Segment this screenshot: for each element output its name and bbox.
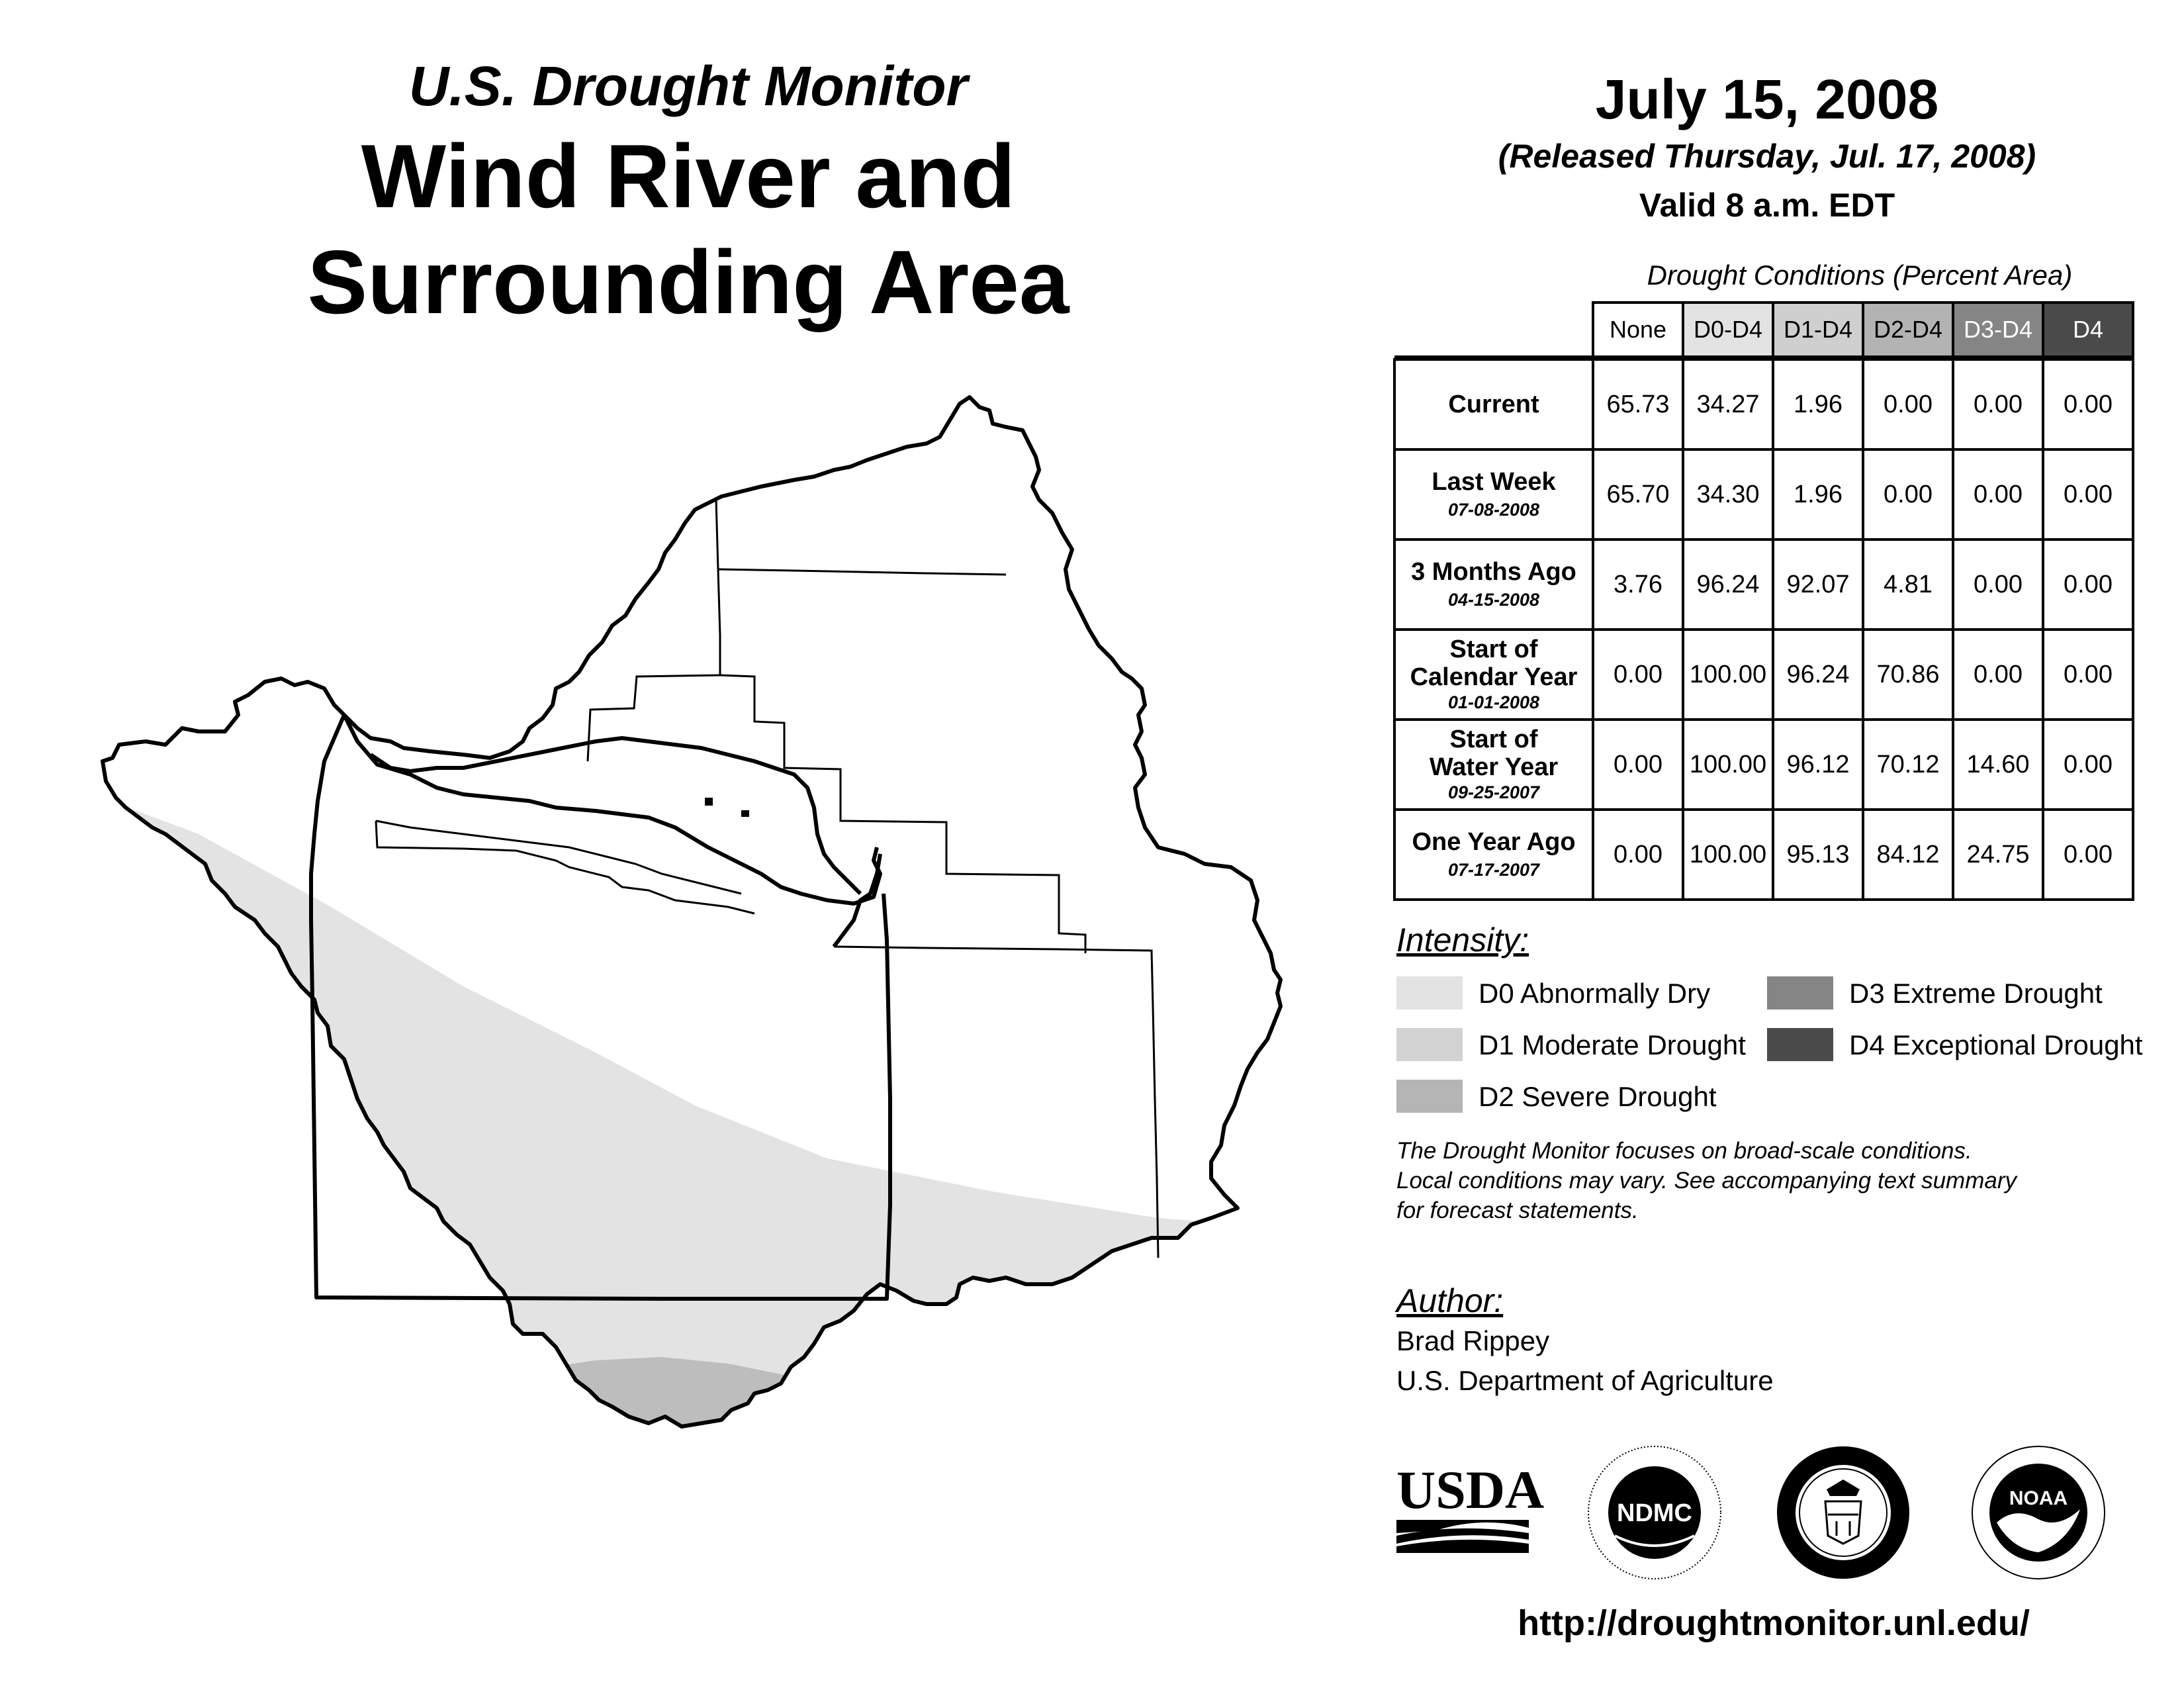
noaa-logo xyxy=(1969,1443,2108,1582)
map-header xyxy=(132,53,1244,335)
row-label-line2: Calendar Year xyxy=(1410,663,1578,691)
table-cell: 100.00 xyxy=(1683,720,1773,810)
table-cell: 70.12 xyxy=(1863,720,1953,810)
author-organization: U.S. Department of Agriculture xyxy=(1396,1365,1774,1396)
table-cell: 24.75 xyxy=(1953,810,2043,900)
legend-swatch-d4 xyxy=(1767,1028,1833,1061)
table-cell: 0.00 xyxy=(1863,359,1953,449)
table-cell: 0.00 xyxy=(1593,720,1683,810)
table-row xyxy=(1394,539,2133,630)
table-cell: 70.86 xyxy=(1863,630,1953,720)
table-cell: 100.00 xyxy=(1683,810,1773,900)
table-cell: 0.00 xyxy=(1953,630,2043,720)
note-line: The Drought Monitor focuses on broad-scale conditions. xyxy=(1396,1138,1972,1164)
legend-title: Intensity: xyxy=(1396,921,1529,959)
table-cell: 0.00 xyxy=(2043,449,2133,539)
row-label: Start of xyxy=(1449,635,1538,663)
column-header-none: None xyxy=(1593,303,1683,357)
table-cell: 34.30 xyxy=(1683,449,1773,539)
map-subtitle: U.S. Drought Monitor xyxy=(408,55,968,117)
table-cell: 1.96 xyxy=(1773,449,1863,539)
table-cell: 92.07 xyxy=(1773,539,1863,630)
row-header-one-year-ago xyxy=(1394,810,1593,900)
table-cell: 0.00 xyxy=(2043,539,2133,630)
row-header-last-week xyxy=(1394,449,1593,539)
table-cell: 96.24 xyxy=(1683,539,1773,630)
department-of-commerce-seal xyxy=(1774,1443,1913,1582)
valid-time: Valid 8 a.m. EDT xyxy=(1639,187,1895,224)
table-cell: 100.00 xyxy=(1683,630,1773,720)
table-corner xyxy=(1394,303,1593,357)
disclaimer-note xyxy=(1396,1136,2164,1225)
drought-conditions-table xyxy=(1393,301,2134,901)
row-label: One Year Ago xyxy=(1412,828,1576,856)
table-cell: 4.81 xyxy=(1863,539,1953,630)
table-cell: 96.24 xyxy=(1773,630,1863,720)
table-cell: 1.96 xyxy=(1773,359,1863,449)
table-header-row xyxy=(1394,303,2133,357)
table-cell: 0.00 xyxy=(1863,449,1953,539)
column-header-d4: D4 xyxy=(2043,303,2133,357)
legend-label-d4: D4 Exceptional Drought xyxy=(1849,1029,2143,1060)
table-row xyxy=(1394,630,2133,720)
table-cell: 0.00 xyxy=(1593,810,1683,900)
row-date: 04-15-2008 xyxy=(1447,590,1540,610)
ndmc-logo xyxy=(1585,1443,1724,1582)
row-label-line2: Water Year xyxy=(1429,753,1559,781)
map-title-line2: Surrounding Area xyxy=(307,232,1069,332)
release-date: (Released Thursday, Jul. 17, 2008) xyxy=(1498,138,2036,175)
row-label: Current xyxy=(1448,391,1539,418)
row-header-3-months-ago xyxy=(1394,539,1593,630)
column-header-d3-d4: D3-D4 xyxy=(1953,303,2043,357)
row-date: 09-25-2007 xyxy=(1447,782,1540,802)
legend-swatch-d0 xyxy=(1396,976,1463,1009)
row-date: 01-01-2008 xyxy=(1447,692,1540,712)
table-row xyxy=(1394,720,2133,810)
table-cell: 0.00 xyxy=(2043,359,2133,449)
table-cell: 3.76 xyxy=(1593,539,1683,630)
table-cell: 65.70 xyxy=(1593,449,1683,539)
column-header-d2-d4: D2-D4 xyxy=(1863,303,1953,357)
usda-logo-text: USDA xyxy=(1396,1460,1545,1520)
row-date: 07-17-2007 xyxy=(1447,860,1540,880)
row-date: 07-08-2008 xyxy=(1447,500,1540,520)
legend xyxy=(1396,976,2177,1135)
legend-swatch-d3 xyxy=(1767,976,1833,1009)
legend-swatch-d1 xyxy=(1396,1028,1463,1061)
author-title: Author: xyxy=(1396,1282,1504,1319)
row-label: Last Week xyxy=(1432,468,1556,496)
table-cell: 84.12 xyxy=(1863,810,1953,900)
map-date: July 15, 2008 xyxy=(1595,68,1939,130)
table-row xyxy=(1394,449,2133,539)
drought-map xyxy=(66,371,1310,1575)
table-cell: 0.00 xyxy=(1953,359,2043,449)
date-header xyxy=(1377,66,2158,226)
noaa-logo-text: NOAA xyxy=(2009,1487,2068,1509)
legend-label-d2: D2 Severe Drought xyxy=(1479,1081,1717,1112)
table-row xyxy=(1394,810,2133,900)
table-cell: 96.12 xyxy=(1773,720,1863,810)
table-cell: 0.00 xyxy=(2043,630,2133,720)
table-cell: 0.00 xyxy=(2043,810,2133,900)
d2-severe-drought-area xyxy=(529,1357,860,1575)
note-line: Local conditions may vary. See accompanying text summary xyxy=(1396,1168,2017,1194)
table-cell: 0.00 xyxy=(1953,539,2043,630)
table-caption: Drought Conditions (Percent Area) xyxy=(1647,259,2073,291)
usda-logo xyxy=(1396,1456,1545,1556)
row-label: 3 Months Ago xyxy=(1411,558,1576,586)
table-cell: 34.27 xyxy=(1683,359,1773,449)
drought-shading xyxy=(93,794,1324,1575)
legend-label-d0: D0 Abnormally Dry xyxy=(1479,978,1711,1009)
row-header-start-of-calendar-year xyxy=(1394,630,1593,720)
column-header-d1-d4: D1-D4 xyxy=(1773,303,1863,357)
map-feature-marker xyxy=(741,810,749,817)
table-cell: 0.00 xyxy=(2043,720,2133,810)
column-header-d0-d4: D0-D4 xyxy=(1683,303,1773,357)
legend-label-d1: D1 Moderate Drought xyxy=(1479,1029,1746,1060)
map-title-line1: Wind River and xyxy=(361,126,1016,226)
table-row xyxy=(1394,359,2133,449)
table-cell: 14.60 xyxy=(1953,720,2043,810)
table-cell: 0.00 xyxy=(1593,630,1683,720)
row-header-current xyxy=(1394,359,1593,449)
legend-label-d3: D3 Extreme Drought xyxy=(1849,978,2103,1009)
table-cell: 0.00 xyxy=(1953,449,2043,539)
d0-abnormally-dry-area xyxy=(93,794,1324,1575)
table-cell: 65.73 xyxy=(1593,359,1683,449)
map-feature-marker xyxy=(705,798,713,806)
row-header-start-of-water-year xyxy=(1394,720,1593,810)
table-cell: 95.13 xyxy=(1773,810,1863,900)
note-line: for forecast statements. xyxy=(1396,1197,1639,1223)
legend-swatch-d2 xyxy=(1396,1080,1463,1113)
ndmc-logo-text: NDMC xyxy=(1617,1499,1692,1527)
website-url: http://droughtmonitor.unl.edu/ xyxy=(1518,1603,2030,1643)
author-name: Brad Rippey xyxy=(1396,1325,1550,1356)
row-label: Start of xyxy=(1449,726,1538,753)
